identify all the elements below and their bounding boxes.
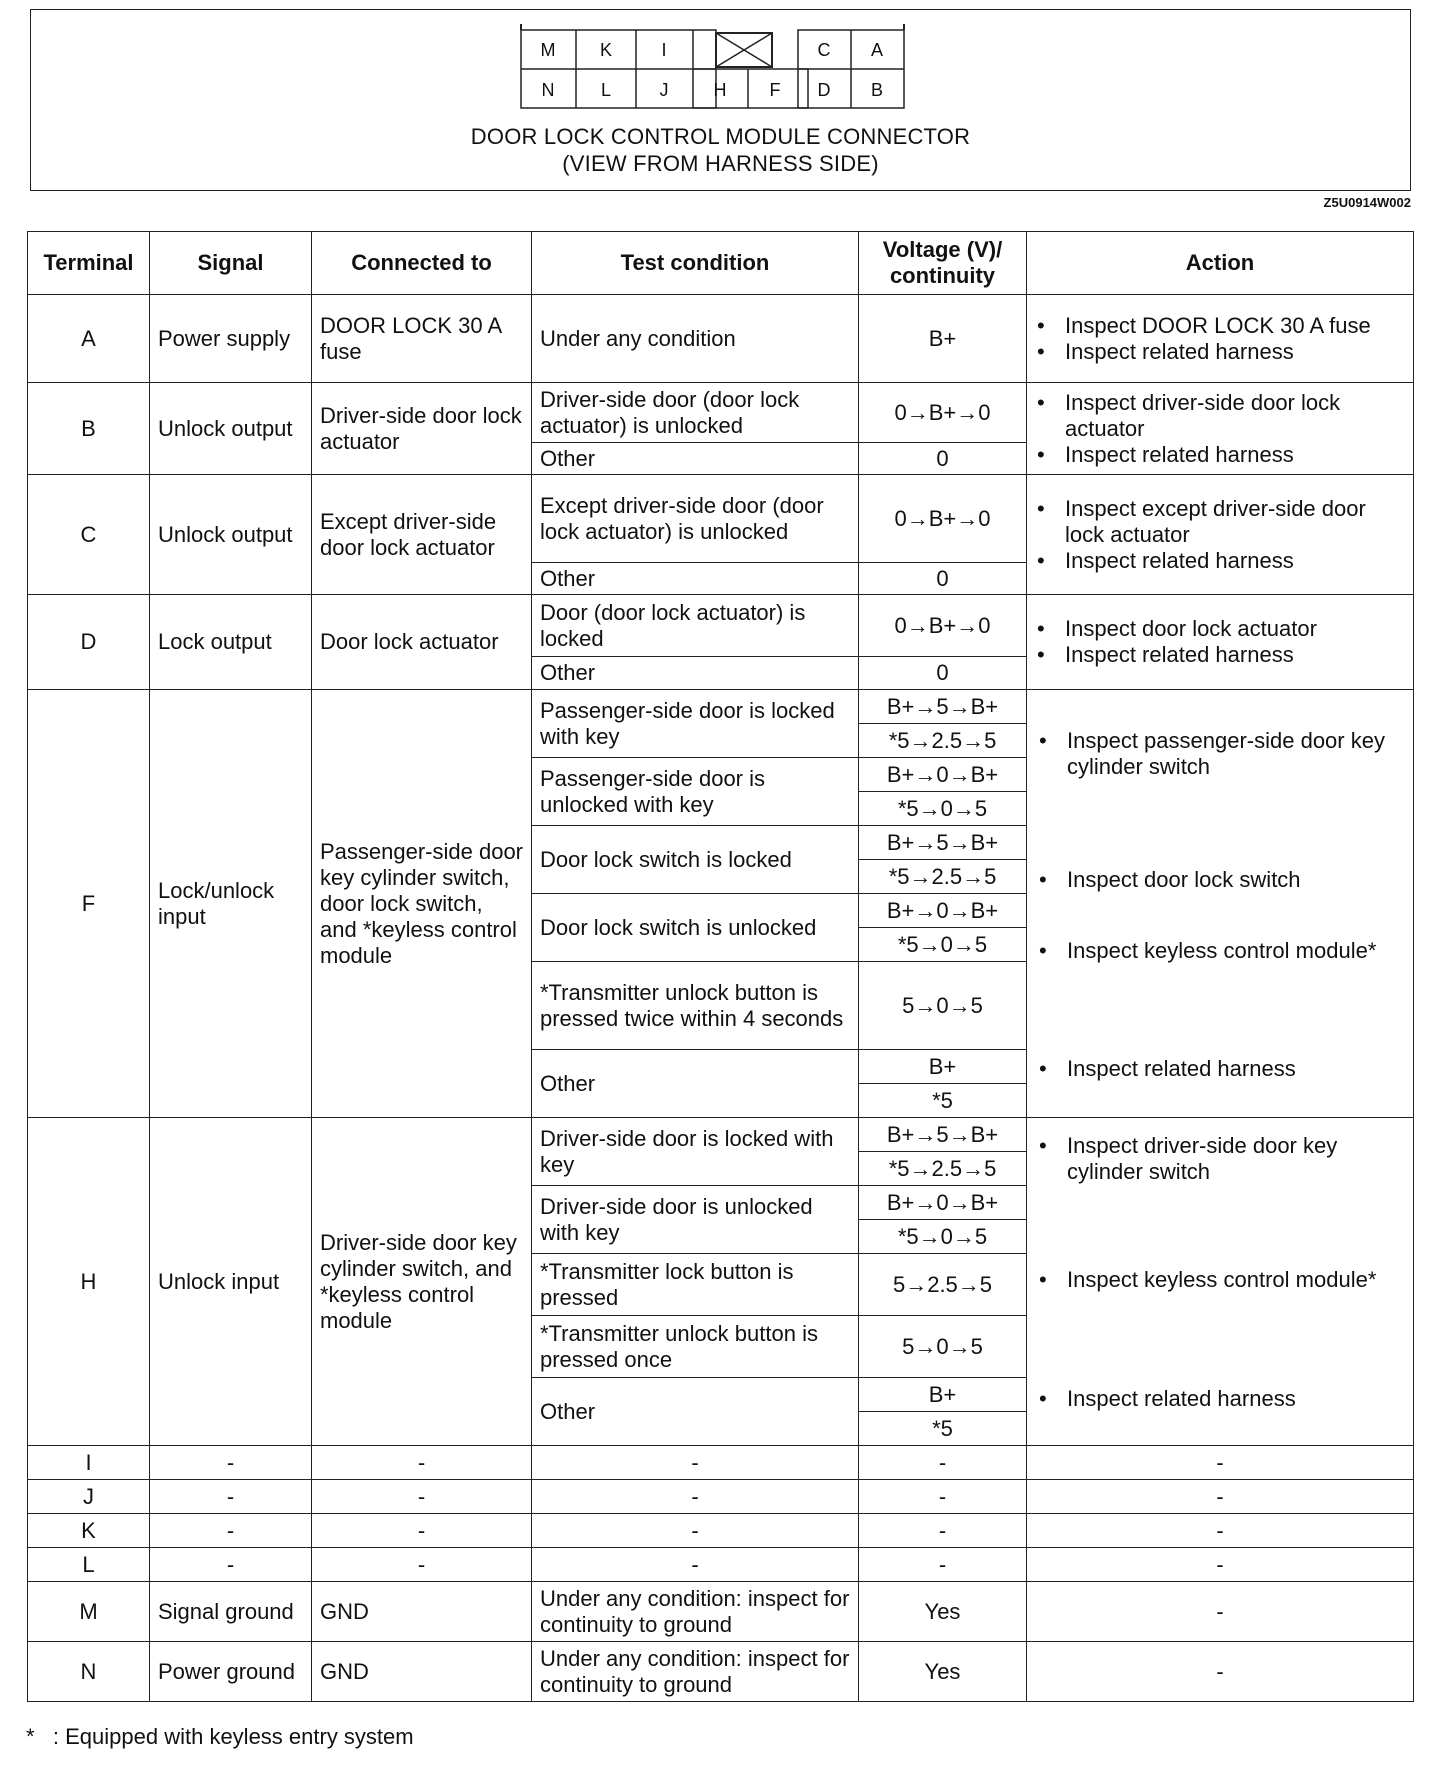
terminal-cell: F <box>28 690 150 1118</box>
test-cell: Other <box>532 1378 859 1446</box>
header-terminal: Terminal <box>28 232 150 295</box>
table-row <box>28 1480 1414 1514</box>
voltage-cell: B+→5→B+ <box>859 690 1027 724</box>
test-cell: Other <box>532 443 859 475</box>
table-row <box>28 1582 1414 1642</box>
dash-cell: - <box>859 1548 1027 1582</box>
action-item: • Inspect driver-side door lock actuator <box>1065 390 1405 442</box>
voltage-cell: 5→2.5→5 <box>859 1254 1027 1316</box>
header-row <box>28 232 1414 295</box>
action-item: • Inspect keyless control module* <box>1067 1267 1405 1293</box>
terminal-cell: H <box>28 1118 150 1446</box>
voltage-cell: B+ <box>859 1378 1027 1412</box>
terminal-cell: A <box>28 295 150 383</box>
test-cell: Driver-side door is unlocked with key <box>532 1186 859 1254</box>
signal-cell: Unlock output <box>150 475 312 595</box>
action-item: • Inspect DOOR LOCK 30 A fuse <box>1065 313 1405 339</box>
voltage-cell: *5 <box>859 1412 1027 1446</box>
table-row <box>28 475 1414 563</box>
table-row <box>28 1514 1414 1548</box>
action-item: • Inspect door lock actuator <box>1065 616 1405 642</box>
dash-cell: - <box>1027 1514 1414 1548</box>
table-row <box>28 595 1414 657</box>
terminal-cell: K <box>28 1514 150 1548</box>
action-item: • Inspect keyless control module* <box>1067 938 1405 964</box>
voltage-cell: *5→2.5→5 <box>859 860 1027 894</box>
voltage-cell: 0→B+→0 <box>859 475 1027 563</box>
voltage-cell: *5 <box>859 1084 1027 1118</box>
table-row <box>28 690 1414 724</box>
voltage-cell: *5→2.5→5 <box>859 724 1027 758</box>
action-cell <box>1027 475 1414 595</box>
action-cell <box>1027 1118 1414 1446</box>
pin-label: I <box>661 40 667 60</box>
header-connected: Connected to <box>312 232 532 295</box>
action-cell: - <box>1027 1582 1414 1642</box>
figure-code: Z5U0914W002 <box>1323 195 1411 210</box>
voltage-cell: 0 <box>859 657 1027 690</box>
test-cell: Passenger-side door is locked with key <box>532 690 859 758</box>
test-cell: Passenger-side door is unlocked with key <box>532 758 859 826</box>
test-cell: Under any condition <box>532 295 859 383</box>
voltage-cell: *5→0→5 <box>859 928 1027 962</box>
pin-label: F <box>769 80 781 100</box>
dash-cell: - <box>150 1548 312 1582</box>
pin-label: H <box>713 80 727 100</box>
pin-label: M <box>540 40 556 60</box>
action-cell <box>1027 690 1414 1118</box>
header-signal: Signal <box>150 232 312 295</box>
table-row <box>28 1642 1414 1702</box>
dash-cell: - <box>532 1548 859 1582</box>
voltage-cell: *5→0→5 <box>859 1220 1027 1254</box>
action-item: • Inspect except driver-side door lock actuator <box>1065 496 1405 548</box>
voltage-cell: Yes <box>859 1582 1027 1642</box>
connected-cell: Driver-side door key cylinder switch, and *keyless control module <box>312 1118 532 1446</box>
terminal-cell: N <box>28 1642 150 1702</box>
connected-cell: Passenger-side door key cylinder switch, door lock switch, and *keyless control module <box>312 690 532 1118</box>
dash-cell: - <box>1027 1446 1414 1480</box>
action-item: • Inspect driver-side door key cylinder switch <box>1067 1133 1405 1185</box>
dash-cell: - <box>1027 1480 1414 1514</box>
voltage-cell: 5→0→5 <box>859 1316 1027 1378</box>
voltage-cell: 0 <box>859 443 1027 475</box>
signal-cell: Signal ground <box>150 1582 312 1642</box>
table-row <box>28 1118 1414 1152</box>
terminal-cell: D <box>28 595 150 690</box>
terminal-cell: J <box>28 1480 150 1514</box>
action-item: • Inspect related harness <box>1065 442 1405 468</box>
signal-cell: Unlock input <box>150 1118 312 1446</box>
action-cell <box>1027 295 1414 383</box>
test-cell: Other <box>532 1050 859 1118</box>
voltage-cell: Yes <box>859 1642 1027 1702</box>
voltage-cell: B+→0→B+ <box>859 1186 1027 1220</box>
test-cell: Except driver-side door (door lock actuator) is unlocked <box>532 475 859 563</box>
dash-cell: - <box>1027 1548 1414 1582</box>
connected-cell: DOOR LOCK 30 A fuse <box>312 295 532 383</box>
connected-cell: Door lock actuator <box>312 595 532 690</box>
dash-cell: - <box>150 1480 312 1514</box>
terminal-table <box>27 231 1414 1702</box>
action-item: • Inspect related harness <box>1067 1056 1405 1082</box>
signal-cell: Power ground <box>150 1642 312 1702</box>
test-cell: Door lock switch is unlocked <box>532 894 859 962</box>
test-cell: Under any condition: inspect for continuity to ground <box>532 1642 859 1702</box>
test-cell: Other <box>532 563 859 595</box>
table-row <box>28 1548 1414 1582</box>
pin-label: C <box>817 40 831 60</box>
dash-cell: - <box>859 1446 1027 1480</box>
connector-subtitle: (VIEW FROM HARNESS SIDE) <box>562 151 879 176</box>
connected-cell: GND <box>312 1582 532 1642</box>
test-cell: Driver-side door is locked with key <box>532 1118 859 1186</box>
signal-cell: Lock/unlock input <box>150 690 312 1118</box>
header-action: Action <box>1027 232 1414 295</box>
voltage-cell: B+ <box>859 295 1027 383</box>
dash-cell: - <box>532 1480 859 1514</box>
action-item: • Inspect related harness <box>1065 339 1405 365</box>
dash-cell: - <box>150 1514 312 1548</box>
voltage-cell: B+→5→B+ <box>859 1118 1027 1152</box>
dash-cell: - <box>312 1514 532 1548</box>
terminal-cell: C <box>28 475 150 595</box>
test-cell: *Transmitter unlock button is pressed once <box>532 1316 859 1378</box>
dash-cell: - <box>859 1480 1027 1514</box>
action-cell: - <box>1027 1642 1414 1702</box>
table-row <box>28 1446 1414 1480</box>
voltage-cell: 0 <box>859 563 1027 595</box>
test-cell: Driver-side door (door lock actuator) is unlocked <box>532 383 859 443</box>
voltage-cell: *5→0→5 <box>859 792 1027 826</box>
dash-cell: - <box>312 1480 532 1514</box>
connected-cell: Except driver-side door lock actuator <box>312 475 532 595</box>
test-cell: Other <box>532 657 859 690</box>
action-item: • Inspect related harness <box>1065 642 1405 668</box>
voltage-cell: 0→B+→0 <box>859 383 1027 443</box>
pin-label: A <box>870 40 884 60</box>
header-test: Test condition <box>532 232 859 295</box>
connector-title: DOOR LOCK CONTROL MODULE CONNECTOR <box>470 124 971 149</box>
voltage-cell: B+ <box>859 1050 1027 1084</box>
connected-cell: GND <box>312 1642 532 1702</box>
action-item: • Inspect passenger-side door key cylinder switch <box>1067 728 1405 780</box>
pin-label: B <box>870 80 884 100</box>
test-cell: *Transmitter unlock button is pressed twice within 4 seconds <box>532 962 859 1050</box>
test-cell: Door (door lock actuator) is locked <box>532 595 859 657</box>
terminal-cell: L <box>28 1548 150 1582</box>
signal-cell: Unlock output <box>150 383 312 475</box>
dash-cell: - <box>312 1548 532 1582</box>
voltage-cell: 5→0→5 <box>859 962 1027 1050</box>
dash-cell: - <box>859 1514 1027 1548</box>
test-cell: *Transmitter lock button is pressed <box>532 1254 859 1316</box>
header-voltage: Voltage (V)/ continuity <box>859 232 1027 295</box>
table-row <box>28 295 1414 383</box>
footnote: * : Equipped with keyless entry system <box>26 1724 414 1749</box>
dash-cell: - <box>150 1446 312 1480</box>
test-cell: Door lock switch is locked <box>532 826 859 894</box>
action-item: • Inspect related harness <box>1067 1386 1405 1412</box>
table-row <box>28 383 1414 443</box>
action-cell <box>1027 383 1414 475</box>
signal-cell: Lock output <box>150 595 312 690</box>
terminal-cell: M <box>28 1582 150 1642</box>
voltage-cell: 0→B+→0 <box>859 595 1027 657</box>
pin-label: K <box>599 40 613 60</box>
voltage-cell: *5→2.5→5 <box>859 1152 1027 1186</box>
test-cell: Under any condition: inspect for continuity to ground <box>532 1582 859 1642</box>
connected-cell: Driver-side door lock actuator <box>312 383 532 475</box>
voltage-cell: B+→0→B+ <box>859 758 1027 792</box>
pin-label: D <box>817 80 831 100</box>
connector-figure <box>30 9 1411 191</box>
signal-cell: Power supply <box>150 295 312 383</box>
action-item: • Inspect related harness <box>1065 548 1405 574</box>
terminal-cell: I <box>28 1446 150 1480</box>
voltage-cell: B+→5→B+ <box>859 826 1027 860</box>
action-item: • Inspect door lock switch <box>1067 867 1405 893</box>
pin-label: N <box>541 80 555 100</box>
pin-label: J <box>659 80 669 100</box>
pin-label: L <box>600 80 612 100</box>
dash-cell: - <box>312 1446 532 1480</box>
action-cell <box>1027 595 1414 690</box>
dash-cell: - <box>532 1514 859 1548</box>
dash-cell: - <box>532 1446 859 1480</box>
voltage-cell: B+→0→B+ <box>859 894 1027 928</box>
terminal-cell: B <box>28 383 150 475</box>
